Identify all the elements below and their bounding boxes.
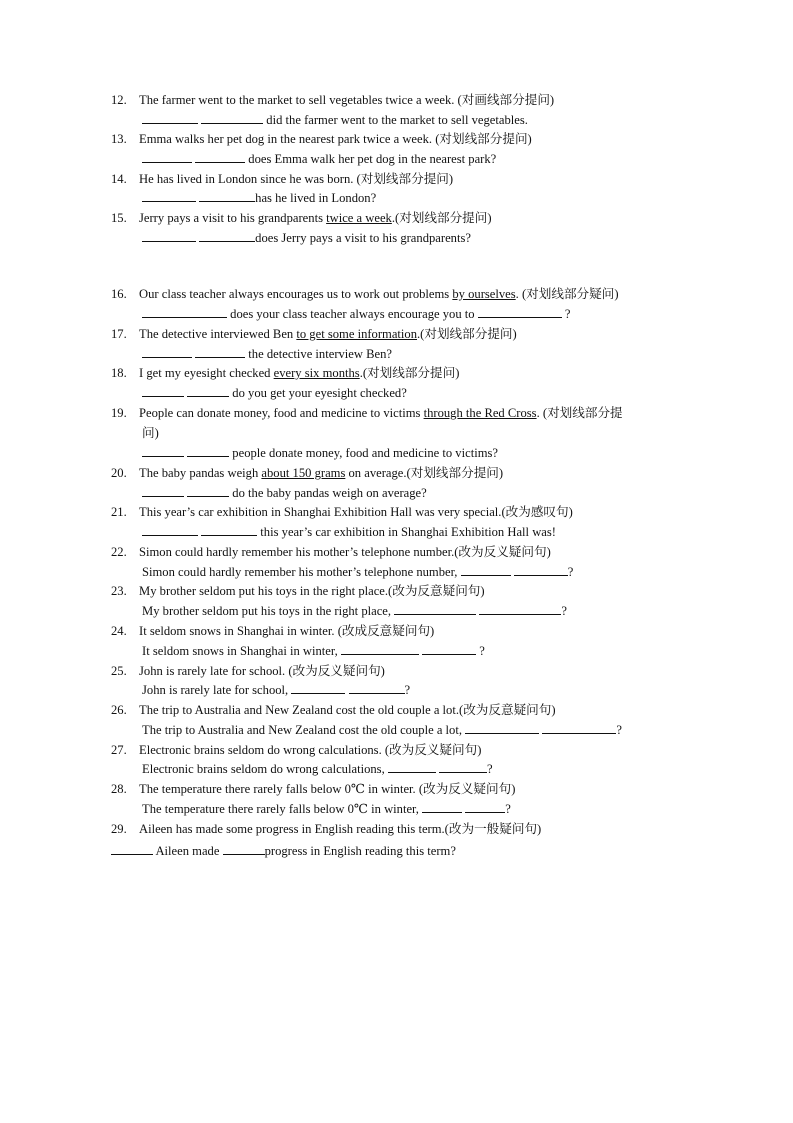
answer-blank[interactable]: [187, 385, 229, 397]
answer-18: do you get your eyesight checked?: [142, 385, 407, 401]
question-19-continued: 问): [142, 426, 159, 440]
answer-blank[interactable]: [142, 151, 192, 163]
underlined-phrase: about 150 grams: [261, 466, 346, 480]
answer-27: Electronic brains seldom do wrong calculations, ?: [142, 762, 493, 776]
underlined-phrase: twice a week: [326, 211, 392, 225]
question-15-text: Jerry pays a visit to his grandparents twice a week.(对划线部分提问): [139, 211, 492, 225]
answer-blank[interactable]: [199, 190, 255, 202]
answer-12: did the farmer went to the market to sell vegetables.: [142, 112, 528, 128]
answer-15: does Jerry pays a visit to his grandparents?: [142, 230, 471, 246]
question-number: 15.: [111, 211, 127, 225]
answer-blank[interactable]: [349, 682, 405, 694]
underlined-phrase: every six months: [273, 366, 360, 380]
question-24-text: It seldom snows in Shanghai in winter. (改成反意疑问句): [139, 624, 435, 638]
answer-16: does your class teacher always encourage you to ?: [142, 306, 570, 322]
answer-22: Simon could hardly remember his mother’s telephone number, ?: [142, 565, 574, 579]
question-19-text: People can donate money, food and medicine to victims through the Red Cross. (对划线部分提: [139, 406, 623, 420]
question-16-text: Our class teacher always encourages us to work out problems by ourselves. (对划线部分疑问): [139, 287, 619, 301]
question-23-text: My brother seldom put his toys in the right place.(改为反意疑问句): [139, 584, 485, 598]
answer-blank[interactable]: [201, 112, 263, 124]
answer-blank[interactable]: [142, 346, 192, 358]
question-number: 17.: [111, 327, 127, 341]
question-14-text: He has lived in London since he was born. (对划线部分提问): [139, 172, 454, 186]
question-number: 23.: [111, 584, 127, 598]
question-number: 19.: [111, 406, 127, 420]
answer-blank[interactable]: [142, 112, 198, 124]
underlined-phrase: by ourselves: [452, 287, 516, 301]
answer-blank[interactable]: [142, 190, 196, 202]
answer-29: Aileen made progress in English reading this term?: [111, 843, 456, 859]
answer-19: people donate money, food and medicine to victims?: [142, 445, 498, 461]
question-26-text: The trip to Australia and New Zealand cost the old couple a lot.(改为反意疑问句): [139, 703, 556, 717]
underlined-phrase: to get some information: [296, 327, 418, 341]
answer-blank[interactable]: [111, 843, 153, 855]
question-28-text: The temperature there rarely falls below 0℃ in winter. (改为反义疑问句): [139, 782, 516, 796]
answer-blank[interactable]: [394, 603, 476, 615]
answer-blank[interactable]: [439, 761, 487, 773]
answer-blank[interactable]: [422, 643, 476, 655]
question-number: 27.: [111, 743, 127, 757]
question-27-text: Electronic brains seldom do wrong calculations. (改为反义疑问句): [139, 743, 482, 757]
answer-23: My brother seldom put his toys in the right place, ?: [142, 604, 567, 618]
answer-blank[interactable]: [187, 485, 229, 497]
question-12-text: The farmer went to the market to sell vegetables twice a week. (对画线部分提问): [139, 93, 555, 107]
answer-24: It seldom snows in Shanghai in winter, ?: [142, 644, 485, 658]
answer-blank[interactable]: [195, 346, 245, 358]
answer-blank[interactable]: [223, 843, 265, 855]
question-number: 16.: [111, 287, 127, 301]
question-number: 21.: [111, 505, 127, 519]
answer-blank[interactable]: [461, 564, 511, 576]
underlined-phrase: through the Red Cross: [423, 406, 537, 420]
question-number: 28.: [111, 782, 127, 796]
answer-28: The temperature there rarely falls below 0℃ in winter, ?: [142, 802, 511, 816]
question-number: 22.: [111, 545, 127, 559]
answer-blank[interactable]: [142, 524, 198, 536]
question-18-text: I get my eyesight checked every six months.(对划线部分提问): [139, 366, 460, 380]
question-number: 13.: [111, 132, 127, 146]
answer-14: has he lived in London?: [142, 190, 376, 206]
answer-blank[interactable]: [542, 722, 616, 734]
answer-20: do the baby pandas weigh on average?: [142, 485, 427, 501]
answer-blank[interactable]: [341, 643, 419, 655]
question-number: 25.: [111, 664, 127, 678]
answer-blank[interactable]: [422, 801, 462, 813]
answer-17: the detective interview Ben?: [142, 346, 392, 362]
answer-blank[interactable]: [195, 151, 245, 163]
answer-blank[interactable]: [465, 722, 539, 734]
answer-blank[interactable]: [142, 230, 196, 242]
answer-21: this year’s car exhibition in Shanghai Exhibition Hall was!: [142, 524, 556, 540]
question-20-text: The baby pandas weigh about 150 grams on average.(对划线部分提问): [139, 466, 504, 480]
answer-blank[interactable]: [142, 485, 184, 497]
question-25-text: John is rarely late for school. (改为反义疑问句): [139, 664, 385, 678]
answer-blank[interactable]: [199, 230, 255, 242]
answer-blank[interactable]: [479, 603, 561, 615]
question-21-text: This year’s car exhibition in Shanghai Exhibition Hall was very special.(改为感叹句): [139, 505, 573, 519]
question-13-text: Emma walks her pet dog in the nearest park twice a week. (对划线部分提问): [139, 132, 532, 146]
question-number: 12.: [111, 93, 127, 107]
answer-blank[interactable]: [291, 682, 345, 694]
question-29-text: Aileen has made some progress in English reading this term.(改为一般疑问句): [139, 822, 542, 836]
answer-26: The trip to Australia and New Zealand cost the old couple a lot, ?: [142, 723, 622, 737]
answer-blank[interactable]: [187, 445, 229, 457]
question-number: 14.: [111, 172, 127, 186]
answer-blank[interactable]: [142, 445, 184, 457]
answer-25: John is rarely late for school, ?: [142, 683, 411, 697]
answer-blank[interactable]: [478, 306, 562, 318]
question-22-text: Simon could hardly remember his mother’s telephone number.(改为反义疑问句): [139, 545, 551, 559]
answer-blank[interactable]: [142, 306, 227, 318]
answer-blank[interactable]: [201, 524, 257, 536]
question-number: 20.: [111, 466, 127, 480]
question-17-text: The detective interviewed Ben to get some information.(对划线部分提问): [139, 327, 517, 341]
question-number: 24.: [111, 624, 127, 638]
question-number: 26.: [111, 703, 127, 717]
question-number: 18.: [111, 366, 127, 380]
answer-blank[interactable]: [465, 801, 505, 813]
answer-blank[interactable]: [514, 564, 568, 576]
answer-13: does Emma walk her pet dog in the nearest park?: [142, 151, 496, 167]
answer-blank[interactable]: [388, 761, 436, 773]
question-number: 29.: [111, 822, 127, 836]
answer-blank[interactable]: [142, 385, 184, 397]
